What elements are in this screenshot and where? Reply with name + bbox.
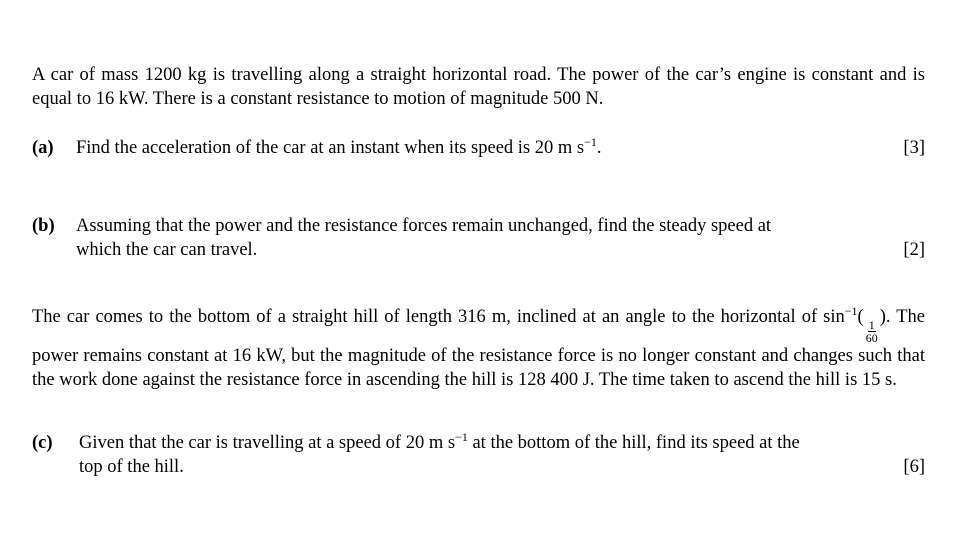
question-b-line1: Assuming that the power and the resistance forces remain unchanged, find the steady speed at (76, 216, 772, 236)
question-c-text-end: at the bottom of the hill, find its speed at the (467, 433, 800, 453)
frac-open: ( (857, 307, 864, 327)
question-b (32, 214, 925, 262)
question-c-line1 (79, 431, 925, 455)
fraction-denominator: 60 (865, 331, 878, 345)
question-a-label: (a) (32, 138, 54, 158)
question-c-line2: top of the hill. (79, 457, 184, 477)
frac-close: ) (879, 307, 886, 327)
question-a-body (76, 136, 925, 160)
hill-exponent: −1 (844, 304, 858, 318)
question-a-text-end: . (596, 138, 602, 158)
question-c-marks: [6] (903, 457, 925, 477)
question-a-exponent: −1 (584, 135, 597, 149)
question-b-line2-row (76, 238, 925, 262)
fraction-numerator: 1 (868, 318, 875, 332)
question-c-exponent: −1 (455, 430, 468, 444)
question-a-text (76, 136, 602, 160)
question-c-line2-row (79, 455, 925, 479)
question-b-line2: which the car can travel. (76, 240, 258, 260)
hill-fraction (865, 319, 879, 344)
question-a-text-main: Find the acceleration of the car at an instant when its speed is 20 m s (76, 138, 585, 158)
question-b-marks: [2] (903, 240, 925, 260)
hill-paragraph (32, 305, 925, 392)
question-c (32, 431, 925, 479)
hill-text-2: . The power remains constant at 16 kW, but the magnitude of the resistance force is no longer constant and changes such that the work done against the resistance force in ascending the hill is 128 400 J. The time taken to ascend the hill is 15 s. (32, 307, 925, 390)
question-a (32, 136, 925, 160)
question-b-label: (b) (32, 216, 55, 236)
intro-paragraph (32, 63, 925, 111)
question-c-body (79, 431, 925, 479)
question-c-label: (c) (32, 433, 53, 453)
hill-text-1: The car comes to the bottom of a straight hill of length 316 m, inclined at an angle to the horizontal of sin (32, 307, 845, 327)
question-b-body (76, 214, 925, 262)
question-a-marks: [3] (903, 138, 925, 158)
intro-text: A car of mass 1200 kg is travelling along a straight horizontal road. The power of the car’s engine is constant and is equal to 16 kW. There is a constant resistance to motion of magnitude 500 N. (32, 65, 925, 109)
question-c-text-main: Given that the car is travelling at a speed of 20 m s (79, 433, 456, 453)
